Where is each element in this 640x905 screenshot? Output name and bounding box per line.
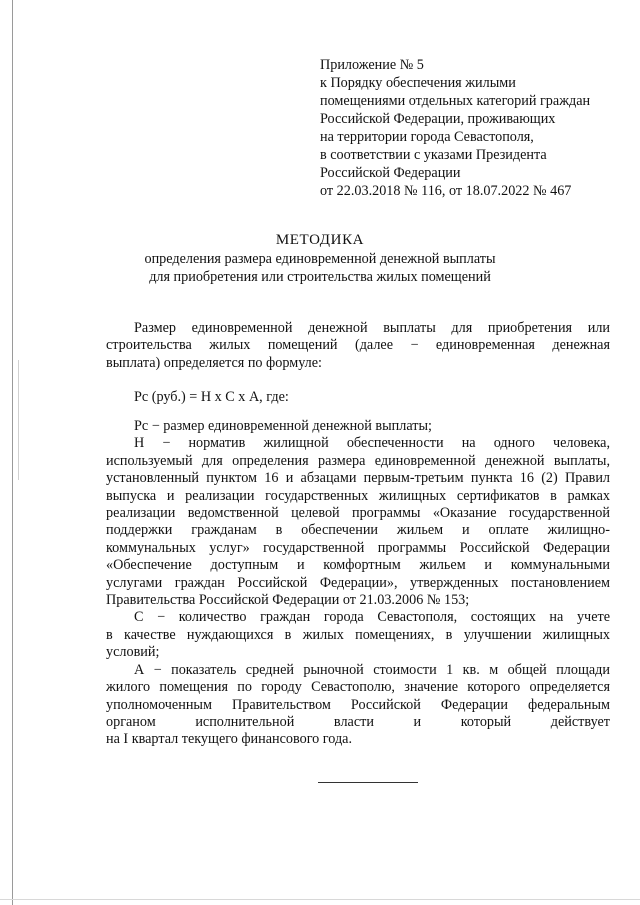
- definition-rc: [106, 418, 610, 435]
- text-line: коммунальных услуг» государственной программы Российской Федерации: [106, 539, 610, 556]
- definition-c: [106, 609, 610, 661]
- end-divider: [318, 782, 418, 783]
- text-line: органом исполнительной власти и который действует: [106, 713, 610, 730]
- text-line: строительства жилых помещений (далее − единовременная денежная: [106, 337, 610, 354]
- appendix-line: Приложение № 5: [320, 57, 424, 73]
- text-line: «Обеспечение доступным и комфортным жильем и коммунальными: [106, 557, 610, 574]
- appendix-line: от 22.03.2018 № 116, от 18.07.2022 № 467: [320, 183, 572, 199]
- text-line: уполномоченным Правительством Российской Федерации федеральным: [106, 696, 610, 713]
- subtitle-line: для приобретения или строительства жилых помещений: [149, 268, 491, 285]
- text-line: услугами граждан Российской Федерации», утвержденных постановлением: [106, 574, 610, 591]
- appendix-line: на территории города Севастополя,: [320, 129, 534, 145]
- text-line: выплата) определяется по формуле:: [106, 354, 322, 371]
- text-line: А − показатель средней рыночной стоимости 1 кв. м общей площади: [134, 661, 610, 678]
- intro-paragraph: [106, 320, 610, 372]
- appendix-line: к Порядку обеспечения жилыми: [320, 75, 516, 91]
- appendix-line: помещениями отдельных категорий граждан: [320, 93, 591, 109]
- text-line: Н − норматив жилищной обеспеченности на одного человека,: [134, 435, 610, 452]
- text-line: поддержки гражданам в обеспечении жильем и оплате жилищно-: [106, 522, 610, 539]
- text-line: Рс − размер единовременной денежной выплаты;: [134, 418, 432, 434]
- subtitle-line: определения размера единовременной денежной выплаты: [144, 251, 496, 267]
- text-line: условий;: [106, 644, 160, 661]
- appendix-header: [320, 56, 620, 200]
- text-line: жилого помещения по городу Севастополю, значение которого определяется: [106, 679, 610, 696]
- scan-left-edge: [12, 0, 13, 905]
- text-line: используемый для определения размера единовременной денежной выплаты,: [106, 452, 610, 469]
- text-line: Правительства Российской Федерации от 21.03.2006 № 153;: [106, 592, 470, 609]
- appendix-line: Российской Федерации, проживающих: [320, 111, 556, 127]
- scan-artifact: [18, 360, 19, 480]
- text-line: в качестве нуждающихся в жилых помещениях, в улучшении жилищных: [106, 626, 610, 643]
- definitions-block: [106, 418, 610, 749]
- scan-bottom-edge: [0, 899, 640, 900]
- formula: Рс (руб.) = Н х С х А, где:: [134, 389, 289, 405]
- text-line: установленный пунктом 16 и абзацами первым-третьим пункта 16 (2) Правил: [106, 470, 610, 487]
- definition-n: [106, 435, 610, 609]
- appendix-line: в соответствии с указами Президента: [320, 147, 547, 163]
- definition-a: [106, 662, 610, 749]
- text-line: на I квартал текущего финансового года.: [106, 731, 353, 748]
- text-line: выпуска и реализации государственных жилищных сертификатов в рамках: [106, 487, 610, 504]
- document-subtitle: [100, 251, 540, 286]
- text-line: С − количество граждан города Севастополя, состоящих на учете: [134, 609, 610, 626]
- document-title: МЕТОДИКА: [275, 232, 365, 248]
- text-line: Размер единовременной денежной выплаты для приобретения или: [134, 320, 610, 336]
- text-line: реализации ведомственной целевой программы «Оказание государственной: [106, 505, 610, 522]
- appendix-line: Российской Федерации: [320, 165, 461, 181]
